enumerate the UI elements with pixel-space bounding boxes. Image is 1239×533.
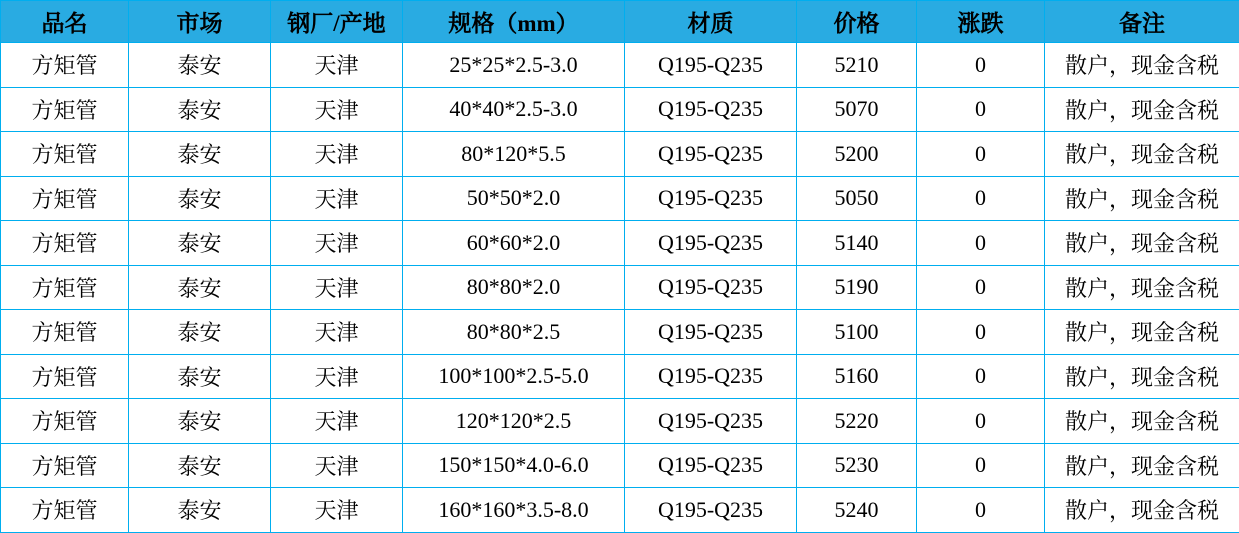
cell-remark: 散户，现金含税 bbox=[1045, 265, 1239, 310]
cell-mill-origin: 天津 bbox=[271, 176, 403, 221]
table-row bbox=[1, 43, 1239, 88]
cell-price: 5050 bbox=[797, 176, 917, 221]
cell-specification: 80*80*2.0 bbox=[403, 265, 625, 310]
cell-price: 5200 bbox=[797, 132, 917, 177]
cell-product: 方矩管 bbox=[1, 399, 129, 444]
cell-mill-origin: 天津 bbox=[271, 443, 403, 488]
table-row bbox=[1, 488, 1239, 533]
cell-product: 方矩管 bbox=[1, 354, 129, 399]
cell-market: 泰安 bbox=[129, 43, 271, 88]
cell-mill-origin: 天津 bbox=[271, 488, 403, 533]
cell-market: 泰安 bbox=[129, 354, 271, 399]
cell-specification: 80*120*5.5 bbox=[403, 132, 625, 177]
cell-product: 方矩管 bbox=[1, 87, 129, 132]
cell-market: 泰安 bbox=[129, 399, 271, 444]
cell-remark: 散户，现金含税 bbox=[1045, 443, 1239, 488]
cell-material: Q195-Q235 bbox=[625, 399, 797, 444]
cell-change: 0 bbox=[917, 399, 1045, 444]
cell-material: Q195-Q235 bbox=[625, 43, 797, 88]
cell-change: 0 bbox=[917, 310, 1045, 355]
cell-specification: 80*80*2.5 bbox=[403, 310, 625, 355]
cell-remark: 散户，现金含税 bbox=[1045, 43, 1239, 88]
cell-price: 5240 bbox=[797, 488, 917, 533]
column-header-material: 材质 bbox=[625, 1, 797, 43]
column-header-market: 市场 bbox=[129, 1, 271, 43]
cell-change: 0 bbox=[917, 265, 1045, 310]
cell-mill-origin: 天津 bbox=[271, 265, 403, 310]
cell-remark: 散户，现金含税 bbox=[1045, 354, 1239, 399]
cell-market: 泰安 bbox=[129, 310, 271, 355]
cell-market: 泰安 bbox=[129, 221, 271, 266]
cell-market: 泰安 bbox=[129, 87, 271, 132]
table-body bbox=[1, 43, 1239, 533]
cell-product: 方矩管 bbox=[1, 443, 129, 488]
cell-change: 0 bbox=[917, 354, 1045, 399]
table-row bbox=[1, 265, 1239, 310]
cell-market: 泰安 bbox=[129, 443, 271, 488]
cell-market: 泰安 bbox=[129, 265, 271, 310]
cell-mill-origin: 天津 bbox=[271, 310, 403, 355]
cell-remark: 散户，现金含税 bbox=[1045, 310, 1239, 355]
cell-product: 方矩管 bbox=[1, 176, 129, 221]
cell-price: 5230 bbox=[797, 443, 917, 488]
cell-specification: 25*25*2.5-3.0 bbox=[403, 43, 625, 88]
cell-market: 泰安 bbox=[129, 176, 271, 221]
column-header-product: 品名 bbox=[1, 1, 129, 43]
cell-product: 方矩管 bbox=[1, 132, 129, 177]
cell-specification: 50*50*2.0 bbox=[403, 176, 625, 221]
cell-material: Q195-Q235 bbox=[625, 176, 797, 221]
cell-remark: 散户，现金含税 bbox=[1045, 87, 1239, 132]
column-header-price: 价格 bbox=[797, 1, 917, 43]
cell-change: 0 bbox=[917, 87, 1045, 132]
cell-material: Q195-Q235 bbox=[625, 310, 797, 355]
cell-mill-origin: 天津 bbox=[271, 132, 403, 177]
table-row bbox=[1, 443, 1239, 488]
cell-remark: 散户，现金含税 bbox=[1045, 176, 1239, 221]
table-row bbox=[1, 221, 1239, 266]
cell-material: Q195-Q235 bbox=[625, 221, 797, 266]
cell-material: Q195-Q235 bbox=[625, 265, 797, 310]
cell-material: Q195-Q235 bbox=[625, 354, 797, 399]
cell-material: Q195-Q235 bbox=[625, 488, 797, 533]
cell-price: 5070 bbox=[797, 87, 917, 132]
cell-material: Q195-Q235 bbox=[625, 87, 797, 132]
cell-change: 0 bbox=[917, 488, 1045, 533]
cell-material: Q195-Q235 bbox=[625, 132, 797, 177]
cell-mill-origin: 天津 bbox=[271, 43, 403, 88]
column-header-specification: 规格（mm） bbox=[403, 1, 625, 43]
cell-change: 0 bbox=[917, 221, 1045, 266]
cell-remark: 散户，现金含税 bbox=[1045, 221, 1239, 266]
table-row bbox=[1, 176, 1239, 221]
cell-change: 0 bbox=[917, 176, 1045, 221]
cell-change: 0 bbox=[917, 443, 1045, 488]
cell-specification: 60*60*2.0 bbox=[403, 221, 625, 266]
cell-mill-origin: 天津 bbox=[271, 221, 403, 266]
column-header-change: 涨跌 bbox=[917, 1, 1045, 43]
cell-remark: 散户，现金含税 bbox=[1045, 488, 1239, 533]
cell-market: 泰安 bbox=[129, 132, 271, 177]
cell-mill-origin: 天津 bbox=[271, 399, 403, 444]
cell-remark: 散户，现金含税 bbox=[1045, 399, 1239, 444]
cell-material: Q195-Q235 bbox=[625, 443, 797, 488]
table-row bbox=[1, 87, 1239, 132]
cell-product: 方矩管 bbox=[1, 43, 129, 88]
cell-price: 5210 bbox=[797, 43, 917, 88]
table-row bbox=[1, 310, 1239, 355]
cell-specification: 120*120*2.5 bbox=[403, 399, 625, 444]
cell-specification: 150*150*4.0-6.0 bbox=[403, 443, 625, 488]
cell-price: 5220 bbox=[797, 399, 917, 444]
cell-product: 方矩管 bbox=[1, 221, 129, 266]
cell-price: 5100 bbox=[797, 310, 917, 355]
cell-mill-origin: 天津 bbox=[271, 354, 403, 399]
column-header-mill-origin: 钢厂/产地 bbox=[271, 1, 403, 43]
cell-mill-origin: 天津 bbox=[271, 87, 403, 132]
cell-product: 方矩管 bbox=[1, 265, 129, 310]
cell-price: 5160 bbox=[797, 354, 917, 399]
cell-specification: 160*160*3.5-8.0 bbox=[403, 488, 625, 533]
cell-change: 0 bbox=[917, 43, 1045, 88]
cell-price: 5140 bbox=[797, 221, 917, 266]
cell-specification: 40*40*2.5-3.0 bbox=[403, 87, 625, 132]
table-row bbox=[1, 399, 1239, 444]
table-row bbox=[1, 354, 1239, 399]
table-header-row bbox=[1, 1, 1239, 43]
cell-price: 5190 bbox=[797, 265, 917, 310]
cell-change: 0 bbox=[917, 132, 1045, 177]
table-header bbox=[1, 1, 1239, 43]
cell-product: 方矩管 bbox=[1, 310, 129, 355]
column-header-remark: 备注 bbox=[1045, 1, 1239, 43]
cell-specification: 100*100*2.5-5.0 bbox=[403, 354, 625, 399]
table-row bbox=[1, 132, 1239, 177]
cell-product: 方矩管 bbox=[1, 488, 129, 533]
cell-remark: 散户，现金含税 bbox=[1045, 132, 1239, 177]
cell-market: 泰安 bbox=[129, 488, 271, 533]
